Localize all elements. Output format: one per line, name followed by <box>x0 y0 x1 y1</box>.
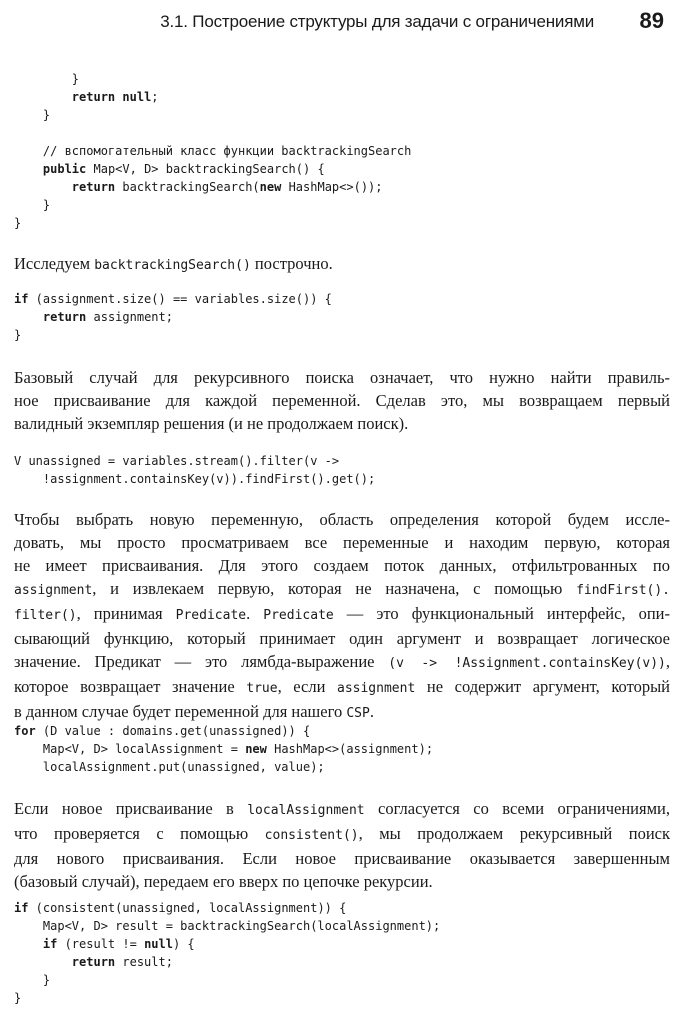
paragraph-base-case <box>14 366 670 435</box>
page-number: 89 <box>639 8 664 33</box>
code-keyword: if <box>14 901 29 915</box>
text-segment: не содержит аргумент, который <box>415 677 670 696</box>
text-segment: — это функциональный интерфейс, опи- <box>333 604 671 623</box>
code-line <box>14 216 21 230</box>
text-segment: значение. Предикат — это лямбда-выражение <box>14 652 389 671</box>
text-segment: result; <box>115 955 173 969</box>
code-line <box>14 472 375 486</box>
code-line <box>14 991 21 1005</box>
code-block-recursion <box>14 899 440 1007</box>
text-segment: localAssignment.put(unassigned, value); <box>14 760 325 774</box>
text-line <box>14 531 670 554</box>
code-line <box>14 162 325 176</box>
code-line <box>14 901 346 915</box>
text-segment: , принимая <box>76 604 176 623</box>
text-line <box>14 252 670 277</box>
code-line <box>14 198 50 212</box>
text-segment: . <box>369 702 374 721</box>
text-segment: (базовый случай), передаем его вверх по цепочке рекурсии. <box>14 872 433 891</box>
text-segment <box>14 162 43 176</box>
text-segment: Map<V, D> localAssignment = <box>14 742 246 756</box>
text-segment <box>14 90 72 104</box>
inline-code: localAssignment <box>247 803 365 818</box>
inline-code: (v -> !Assignment.containsKey(v)) <box>388 656 666 671</box>
inline-code: assignment <box>14 583 93 598</box>
code-block-domain-loop <box>14 722 433 776</box>
code-keyword: new <box>245 742 267 756</box>
code-keyword: if <box>14 292 29 306</box>
text-segment: в данном случае будет переменной для нашего <box>14 702 347 721</box>
text-segment: } <box>14 108 51 122</box>
text-segment <box>14 180 72 194</box>
code-line <box>14 742 433 756</box>
code-line <box>14 328 21 342</box>
code-line <box>14 108 50 122</box>
code-line <box>14 144 411 158</box>
text-line <box>14 389 670 412</box>
code-line <box>14 310 173 324</box>
text-segment: } <box>14 198 51 212</box>
code-keyword: return <box>71 180 116 194</box>
text-segment: Map<V, D> result = backtrackingSearch(localAssignment); <box>14 919 441 933</box>
code-line <box>14 955 173 969</box>
text-segment: ) { <box>172 937 195 951</box>
text-segment: что проверяется с помощью <box>14 824 265 843</box>
text-line <box>14 366 670 389</box>
text-segment: , мы продолжаем рекурсивный поиск <box>358 824 670 843</box>
text-segment: (consistent(unassigned, localAssignment)) { <box>28 901 347 915</box>
inline-code: true <box>246 681 278 696</box>
text-line <box>14 675 670 700</box>
text-line <box>14 822 670 847</box>
text-segment: для нового присваивания. Если новое присваивание оказывается завершенным <box>14 849 670 868</box>
text-line <box>14 554 670 577</box>
text-line <box>14 508 670 531</box>
code-keyword: for <box>14 724 36 738</box>
text-segment: backtrackingSearch( <box>115 180 260 194</box>
paragraph-consistency <box>14 797 670 893</box>
text-line <box>14 797 670 822</box>
text-line <box>14 650 670 675</box>
code-line <box>14 919 440 933</box>
text-segment: Исследуем <box>14 254 95 273</box>
text-segment <box>14 955 72 969</box>
code-block-base-case <box>14 290 332 344</box>
text-segment <box>14 310 43 324</box>
text-segment: } <box>14 216 22 230</box>
inline-code: consistent() <box>264 828 359 843</box>
text-segment: assignment; <box>86 310 173 324</box>
code-line <box>14 292 332 306</box>
text-line <box>14 627 670 650</box>
text-segment: , и извлекаем первую, которая не назначена, с помощью <box>92 579 577 598</box>
code-keyword: new <box>259 180 282 194</box>
inline-code: CSP <box>346 706 370 721</box>
text-segment: Если новое присваивание в <box>14 799 248 818</box>
text-segment: построчно. <box>250 254 333 273</box>
text-segment: Чтобы выбрать новую переменную, область определения которой будем иссле- <box>14 510 670 529</box>
text-segment: } <box>14 991 22 1005</box>
text-segment: Map<V, D> backtrackingSearch() { <box>86 162 325 176</box>
text-segment: довать, мы просто просматриваем все переменные и находим первую, которая <box>14 533 670 552</box>
code-keyword: null <box>144 937 173 951</box>
text-segment: !assignment.containsKey(v)).findFirst().get(); <box>14 472 376 486</box>
text-segment: которое возвращает значение <box>14 677 247 696</box>
code-keyword: return <box>71 955 116 969</box>
text-segment: (assignment.size() == variables.size()) { <box>28 292 332 306</box>
code-keyword: return <box>42 310 87 324</box>
text-segment: , если <box>277 677 337 696</box>
paragraph-investigate <box>14 252 670 277</box>
text-line <box>14 577 670 602</box>
text-segment: (result != <box>57 937 145 951</box>
text-segment: V unassigned = variables.stream().filter(v -> <box>14 454 340 468</box>
page-header <box>0 8 684 36</box>
text-line <box>14 412 670 435</box>
text-segment: Базовый случай для рекурсивного поиска означает, что нужно найти правиль- <box>14 368 670 387</box>
text-segment: валидный экземпляр решения (и не продолжаем поиск). <box>14 414 409 433</box>
running-head-title: 3.1. Построение структуры для задачи с ограничениями <box>160 12 594 31</box>
text-segment: HashMap<>(assignment); <box>266 742 434 756</box>
code-line <box>14 937 195 951</box>
text-segment: // вспомогательный класс функции backtrackingSearch <box>14 144 412 158</box>
text-segment: (D value : domains.get(unassigned)) { <box>35 724 311 738</box>
text-segment: HashMap<>()); <box>281 180 383 194</box>
code-keyword: public <box>42 162 87 176</box>
code-line <box>14 90 159 104</box>
text-segment: согласуется со всеми ограничениями, <box>364 799 670 818</box>
code-block-unassigned <box>14 452 375 488</box>
text-segment: сывающий функцию, который принимает один аргумент и возвращает логическое <box>14 629 670 648</box>
code-line <box>14 973 50 987</box>
code-line <box>14 72 79 86</box>
code-block-backtracking-end <box>14 70 411 232</box>
inline-code: filter() <box>14 608 77 623</box>
text-segment <box>14 937 43 951</box>
text-line <box>14 847 670 870</box>
paragraph-select-variable <box>14 508 670 725</box>
code-keyword: if <box>42 937 58 951</box>
code-line <box>14 760 325 774</box>
text-segment: ное присваивание для каждой переменной. Сделав это, мы возвращаем первый <box>14 391 670 410</box>
inline-code: Predicate <box>263 608 334 623</box>
text-segment: . <box>246 604 264 623</box>
inline-code: findFirst(). <box>576 583 670 598</box>
text-segment: , <box>665 652 671 671</box>
text-segment: } <box>14 328 22 342</box>
inline-code: backtrackingSearch() <box>94 258 251 273</box>
text-line <box>14 602 670 627</box>
text-segment: ; <box>151 90 159 104</box>
inline-code: assignment <box>337 681 416 696</box>
text-segment: } <box>14 973 51 987</box>
text-segment: не имеет присваивания. Для этого создаем поток данных, отфильтрованных по <box>14 556 670 575</box>
code-line <box>14 180 383 194</box>
text-line <box>14 870 670 893</box>
text-segment: } <box>14 72 80 86</box>
inline-code: Predicate <box>175 608 247 623</box>
code-keyword: return <box>71 90 116 104</box>
code-line <box>14 724 310 738</box>
code-keyword: null <box>122 90 152 104</box>
code-line <box>14 454 339 468</box>
